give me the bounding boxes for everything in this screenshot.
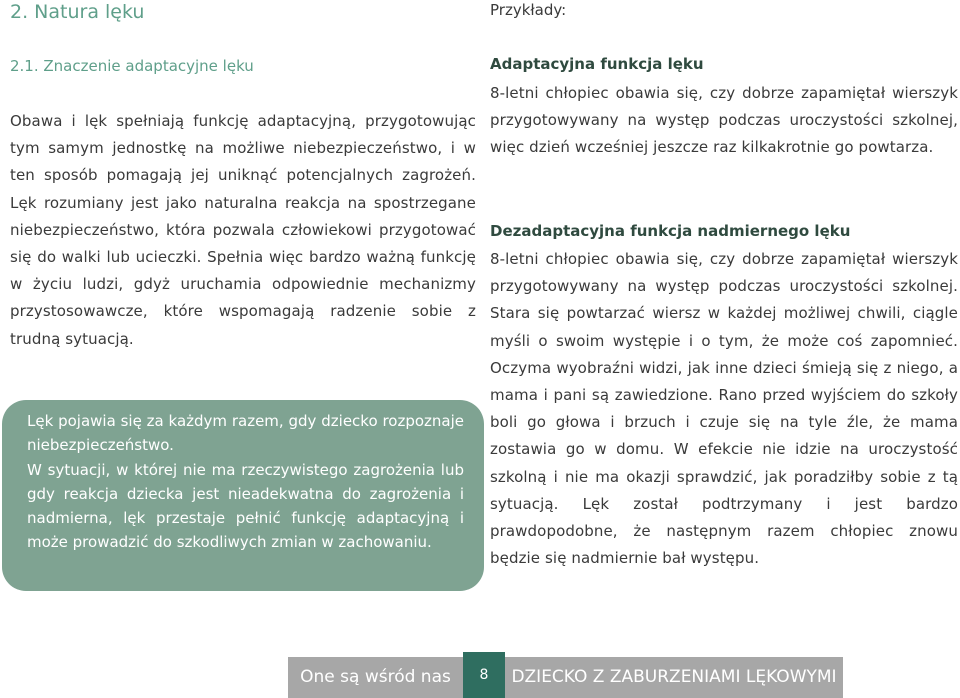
callout-box [2,400,484,591]
examples-label: Przykłady: [490,1,567,19]
example2-title: Dezadaptacyjna funkcja nadmiernego lęku [490,222,851,240]
callout-text-1: Lęk pojawia się za każdym razem, gdy dziecko rozpoznaje niebezpieczeństwo. [27,412,464,455]
example1-title: Adaptacyjna funkcja lęku [490,55,704,73]
footer-right-label: DZIECKO Z ZABURZENIAMI LĘKOWYMI [505,657,843,698]
footer-left-label: One są wśród nas [288,657,463,698]
body-paragraph: Obawa i lęk spełniają funkcję adaptacyjną, przygotowując tym samym jednostkę na możliwe niebezpieczeństwo, i w ten sposób pomagają jej uniknąć potencjalnych zagrożeń. Lęk rozumiany jest jako naturalna reakcja na spostrzegane niebezpieczeństwo, która pozwala człowiekowi przygotować się do walki lub ucieczki. Spełnia więc bardzo ważną funkcję w życiu ludzi, gdyż uruchamia odpowiednie mechanizmy przystosowawcze, które wspomagają radzenie sobie z trudną sytuacją. [10,112,476,348]
example1-text: 8-letni chłopiec obawia się, czy dobrze zapamiętał wierszyk przygotowywany na występ podczas uroczystości szkolnej, więc dzień wcześniej jeszcze raz kilkakrotnie go powtarza. [490,84,958,157]
page-number: 8 [463,652,505,698]
callout-text-2: W sytuacji, w której nie ma rzeczywistego zagrożenia lub gdy reakcja dziecka jest nieadekwatna do zagrożenia i nadmierna, lęk przestaje pełnić funkcję adaptacyjną i może prowadzić do szkodliwych zmian w zachowaniu. [27,460,464,552]
section-title: 2. Natura lęku [10,1,145,23]
example2-text: 8-letni chłopiec obawia się, czy dobrze zapamiętał wierszyk przygotowywany na występ podczas uroczystości szkolnej. Stara się powtarzać wiersz w każdej możliwej chwili, ciągle myśli o swoim występie i o tym, że może coś zapomnieć. Oczyma wyobraźni widzi, jak inne dzieci śmieją się z niego, a mama i pani są zawiedzione. Rano przed wyjściem do szkoły boli go głowa i brzuch i czuje się na tyle źle, że mama zostawia go w domu. W efekcie nie idzie na uroczystość szkolną i nie ma okazji sprawdzić, jak poradziłby sobie z tą sytuacją. Lęk został podtrzymany i jest bardzo prawdopodobne, że następnym razem chłopiec znowu będzie się nadmiernie bał występu. [490,250,958,568]
subsection-title: 2.1. Znaczenie adaptacyjne lęku [10,57,254,75]
